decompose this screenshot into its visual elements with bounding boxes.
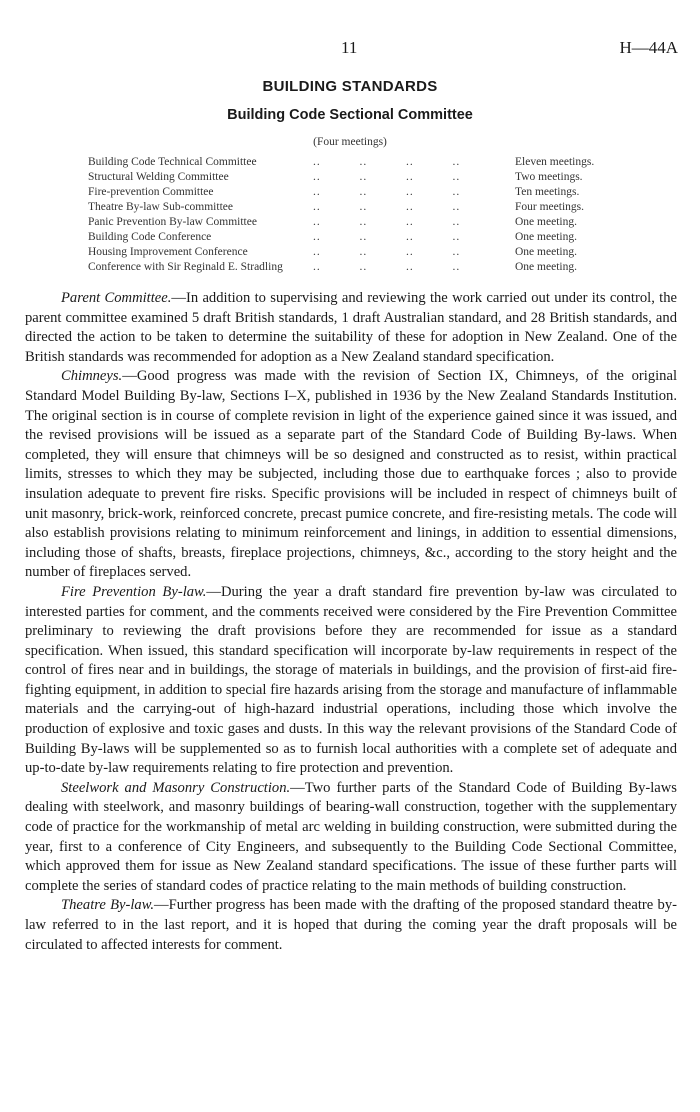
section-subtitle: Building Code Sectional Committee: [227, 107, 473, 123]
meeting-row: [88, 215, 648, 230]
meeting-name: Building Code Conference: [88, 231, 212, 243]
meeting-count: One meeting.: [515, 246, 577, 258]
leader-dots: .. .. .. ..: [313, 201, 461, 213]
leader-dots: .. .. .. ..: [313, 186, 461, 198]
meeting-name: Housing Improvement Conference: [88, 246, 248, 258]
meetings-note: (Four meetings): [313, 136, 387, 148]
meeting-name: Conference with Sir Reginald E. Stradling: [88, 261, 283, 273]
leader-dots: .. .. .. ..: [313, 231, 461, 243]
leader-dots: .. .. .. ..: [313, 246, 461, 258]
meeting-count: One meeting.: [515, 216, 577, 228]
meeting-count: Eleven meetings.: [515, 156, 595, 168]
meeting-row: [88, 170, 648, 185]
paragraph-lead: Parent Committee.: [61, 290, 172, 306]
paragraph-text: —In addition to supervising and reviewing the work carried out under its control, the parent committee examined 5 draft British standards, 1 draft Australian standard, and 28 British standards, and directed the action to be taken to determine the suitability of these for adoption in New Zealand. One of the British standards was recommended for adoption as a New Zealand standard specification.: [25, 290, 677, 365]
paragraph-lead: Chimneys.: [61, 368, 123, 385]
meeting-row: [88, 230, 648, 245]
meeting-count: Four meetings.: [515, 201, 584, 213]
meeting-name: Panic Prevention By-law Committee: [88, 216, 257, 228]
meeting-name: Structural Welding Committee: [88, 171, 229, 183]
meeting-count: Two meetings.: [515, 171, 583, 183]
document-reference: H—44A: [619, 38, 678, 57]
meeting-row: [88, 155, 648, 170]
leader-dots: .. .. .. ..: [313, 261, 461, 273]
meeting-row: [88, 260, 648, 275]
paragraph-lead: Fire Prevention By-law.: [61, 583, 207, 600]
paragraph-steelwork: [25, 779, 677, 897]
paragraph-parent-committee: [25, 289, 677, 367]
leader-dots: .. .. .. ..: [313, 171, 461, 183]
report-body: [25, 289, 677, 955]
paragraph-text: —Two further parts of the Standard Code of Building By-laws dealing with steelwork, and masonry buildings of bearing-wall construction, together with the supplementary code of practice for the workmanship of metal arc welding in building construction, were submitted during the year, first to a conference of City Engineers, and subsequently to the Building Code Sectional Committee, which approved them for issue as New Zealand standard specifications. The issue of these further parts will complete the series of standard codes of practice relating to the main methods of building construction.: [25, 779, 677, 894]
meeting-name: Building Code Technical Committee: [88, 156, 257, 168]
paragraph-text: —Good progress was made with the revision of Section IX, Chimneys, of the original Standard Model Building By-law, Sections I–X, published in 1936 by the New Zealand Standards Institution. The original section is in course of complete revision in light of the experience gained since it was issued, and the revised provisions will be issued as a separate part of the Standard Code of Building By-laws. When completed, they will ensure that chimneys will be so designed and constructed as to resist, within practical limits, stresses to which they may be subjected, including those due to earthquake forces ; also to provide insulation adequate to prevent fire risks. Specific provisions will be included in respect of chimneys built of unit masonry, brick-work, reinforced concrete, precast pumice concrete, and fire-resisting metals. The code will also establish provisions relating to minimum reinforcement and linings, in addition to essential dimensions, including those of shafts, breasts, fireplace projections, chimneys, &c., according to the story height and the number of fireplaces served.: [25, 368, 678, 581]
meetings-list: [88, 155, 648, 275]
leader-dots: .. .. .. ..: [313, 216, 461, 228]
paragraph-lead: Steelwork and Masonry Construction.: [61, 779, 291, 796]
meeting-row: [88, 245, 648, 260]
paragraph-fire-prevention: [25, 583, 677, 779]
leader-dots: .. .. .. ..: [313, 156, 461, 168]
meeting-name: Fire-prevention Committee: [88, 186, 214, 198]
meeting-name: Theatre By-law Sub-committee: [88, 201, 233, 213]
meeting-count: One meeting.: [515, 261, 577, 273]
meeting-row: [88, 200, 648, 215]
meeting-count: Ten meetings.: [515, 186, 580, 198]
paragraph-chimneys: [25, 367, 677, 583]
paragraph-lead: Theatre By-law.: [61, 897, 155, 914]
paragraph-theatre: [25, 896, 677, 955]
page-number: 11: [341, 38, 358, 57]
meeting-row: [88, 185, 648, 200]
meeting-count: One meeting.: [515, 231, 577, 243]
paragraph-text: —During the year a draft standard fire prevention by-law was circulated to interested parties for comment, and the comments received were considered by the Fire Prevention Committee preliminary to reviewing the draft provisions before they are recommended for issue as a standard specification. When issued, this standard specification will incorporate by-law requirements in respect of the control of fires near and in buildings, the storage of materials in buildings, and the provision of first-aid fire-fighting equipment, in addition to special fire hazards arising from the storage and manufacture of inflammable materials and the carrying-out of high-hazard industrial operations, including those which involve the production of explosive and toxic gases and dusts. In this way the relevant provisions of the Standard Code of Building By-laws will be supplemented so as to furnish local authorities with a complete set of adequate and up-to-date by-law requirements relating to fire protection and prevention.: [25, 583, 677, 777]
paragraph-text: —Further progress has been made with the drafting of the proposed standard theatre by-law referred to in the last report, and it is hoped that during the coming year the draft proposals will be circulated to affected interests for comment.: [25, 897, 677, 953]
section-title: BUILDING STANDARDS: [262, 78, 438, 95]
